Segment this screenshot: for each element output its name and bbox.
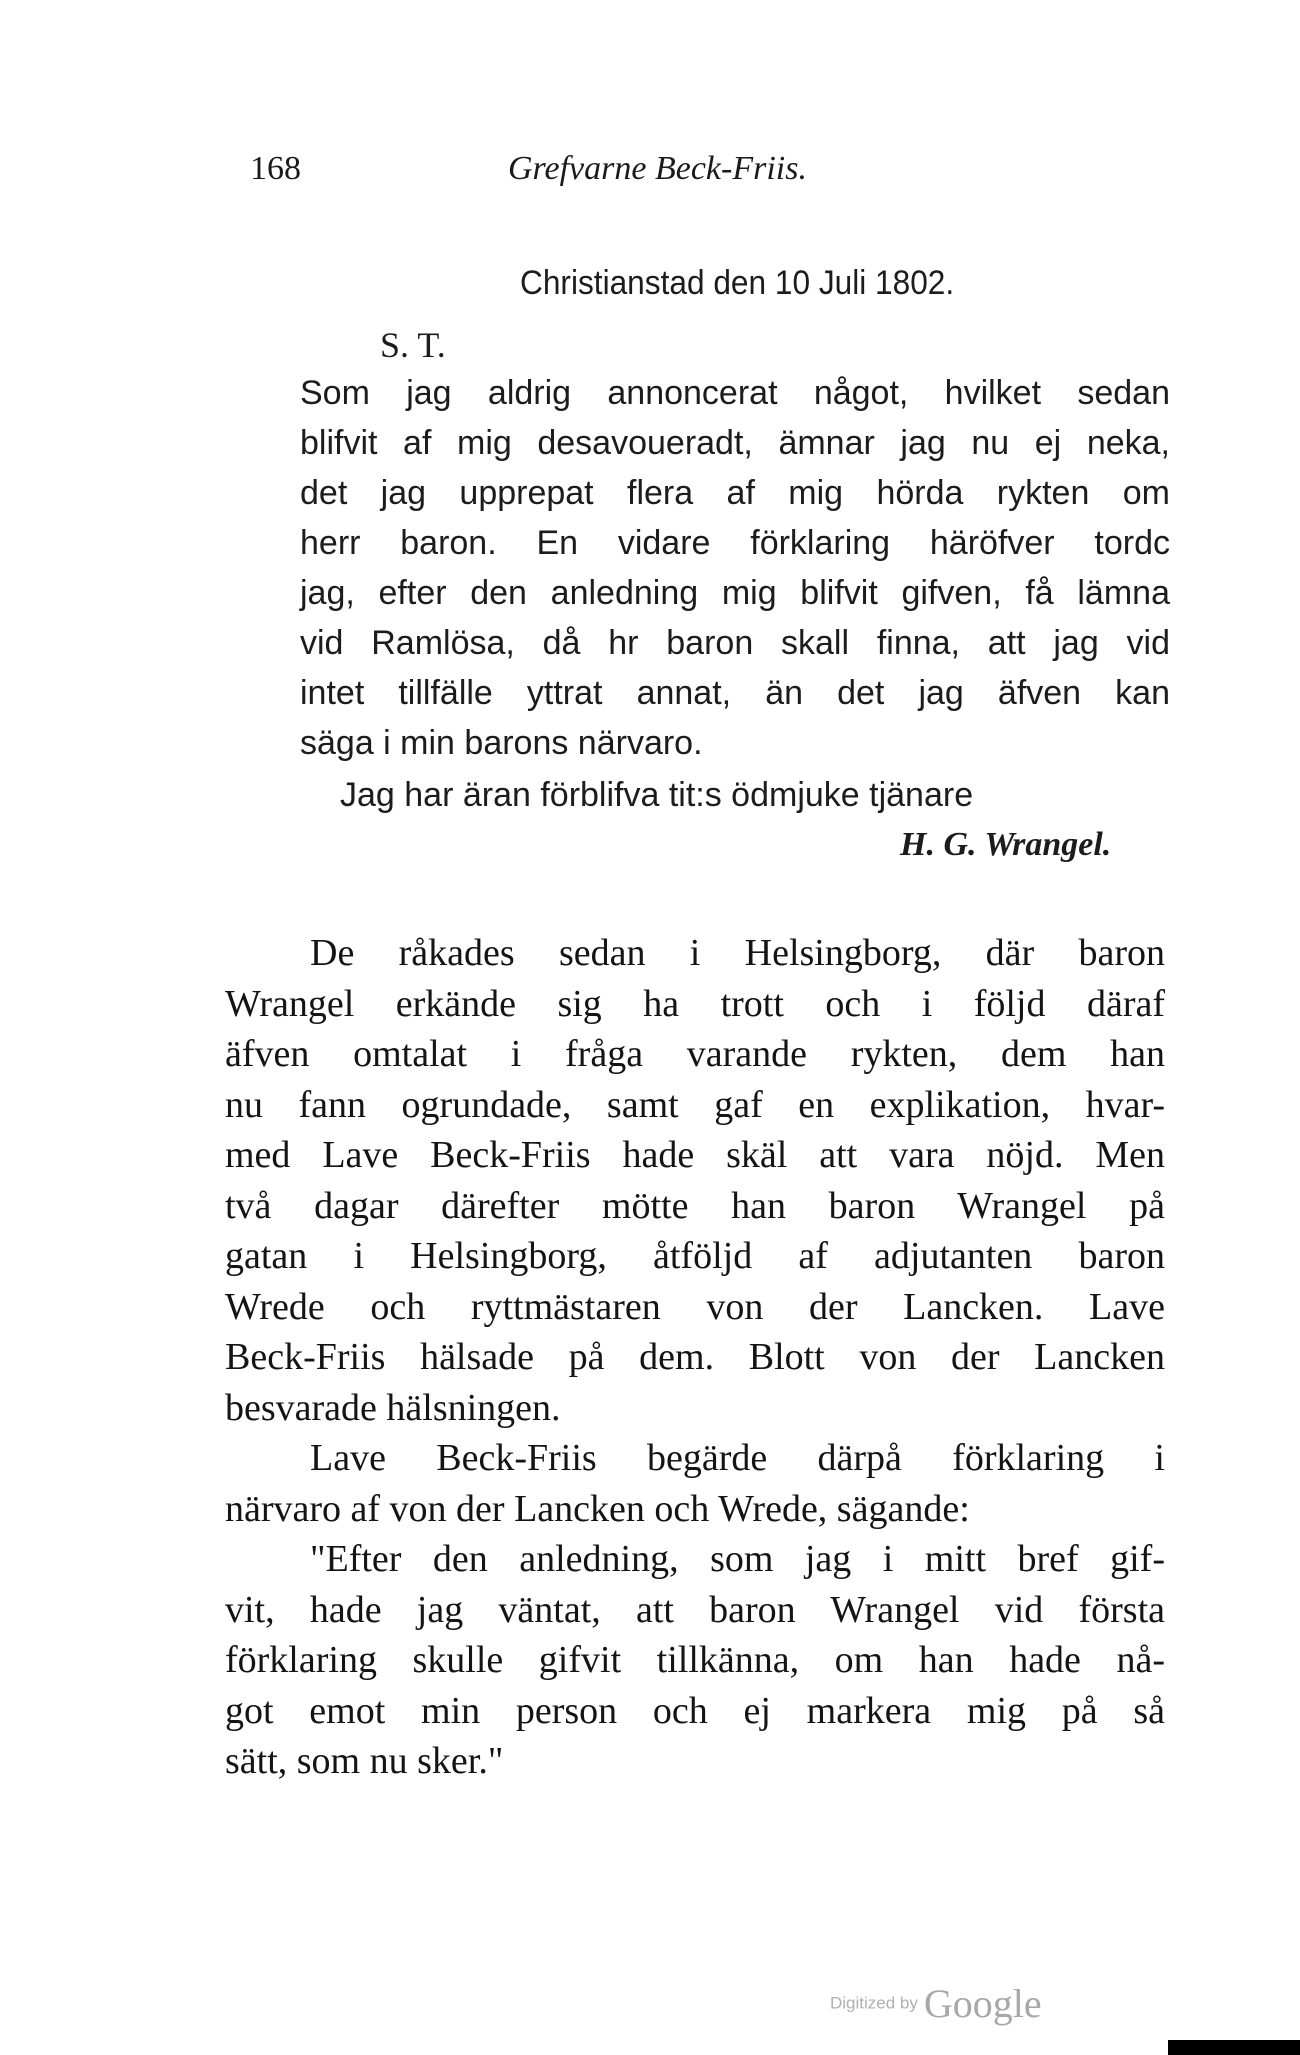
google-logo: Google [923, 1981, 1042, 2026]
text-line: De råkades sedan i Helsingborg, där baron [310, 932, 1165, 974]
letter-line: det jag upprepat flera af mig hörda rykten om [300, 474, 1170, 512]
text-line: vit, hade jag väntat, att baron Wrangel vid första [225, 1588, 1165, 1631]
watermark-prefix: Digitized by [830, 1993, 918, 2013]
text-line: med Lave Beck-Friis hade skäl att vara nöjd. Men [225, 1134, 1165, 1176]
narrative-text [225, 928, 1165, 1787]
letter-line: blifvit af mig desavoueradt, ämnar jag nu ej neka, [300, 424, 1170, 462]
text-line: Lave Beck-Friis begärde därpå förklaring i [310, 1437, 1165, 1479]
text-line: got emot min person och ej markera mig på så [225, 1689, 1165, 1732]
text-line: närvaro af von der Lancken och Wrede, sägande: [225, 1487, 970, 1530]
letter-closing: Jag har äran förblifva tit:s ödmjuke tjänare [340, 776, 974, 814]
text-line: förklaring skulle gifvit tillkänna, om han hade nå- [225, 1639, 1165, 1681]
text-line: "Efter den anledning, som jag i mitt bref gif- [310, 1538, 1165, 1580]
letter-salutation: S. T. [380, 325, 446, 365]
letter-signature: H. G. Wrangel. [900, 826, 1112, 863]
letter-line: säga i min barons närvaro. [300, 724, 703, 762]
page-number: 168 [250, 150, 301, 187]
text-line: äfven omtalat i fråga varande rykten, dem han [225, 1033, 1165, 1075]
text-line: Wrangel erkände sig ha trott och i följd däraf [225, 982, 1165, 1025]
text-line: sätt, som nu sker." [225, 1740, 504, 1782]
letter-body [300, 368, 1170, 768]
paragraph [225, 928, 1165, 1433]
letter-line: Som jag aldrig annoncerat något, hvilket sedan [300, 374, 1170, 412]
paragraph [225, 1433, 1165, 1534]
letter-dateline: Christianstad den 10 Juli 1802. [520, 264, 955, 302]
text-line: två dagar därefter mötte han baron Wrangel på [225, 1184, 1165, 1227]
scan-edge-bar [1168, 2040, 1300, 2055]
letter-line: intet tillfälle yttrat annat, än det jag äfven kan [300, 674, 1170, 712]
letter-line: vid Ramlösa, då hr baron skall finna, att jag vid [300, 624, 1170, 662]
text-line: Wrede och ryttmästaren von der Lancken. Lave [225, 1285, 1165, 1328]
running-head [250, 150, 1150, 190]
paragraph [225, 1534, 1165, 1787]
letter-line: jag, efter den anledning mig blifvit gifven, få lämna [300, 574, 1170, 612]
text-line: nu fann ogrundade, samt gaf en explikation, hvar- [225, 1083, 1165, 1126]
text-line: besvarade hälsningen. [225, 1386, 561, 1429]
letter-line: herr baron. En vidare förklaring häröfver tordc [300, 524, 1170, 562]
digitized-by-google-watermark [830, 1980, 1090, 2030]
text-line: gatan i Helsingborg, åtföljd af adjutanten baron [225, 1235, 1165, 1277]
text-line: Beck-Friis hälsade på dem. Blott von der Lancken [225, 1336, 1165, 1378]
running-title: Grefvarne Beck-Friis. [508, 150, 807, 187]
